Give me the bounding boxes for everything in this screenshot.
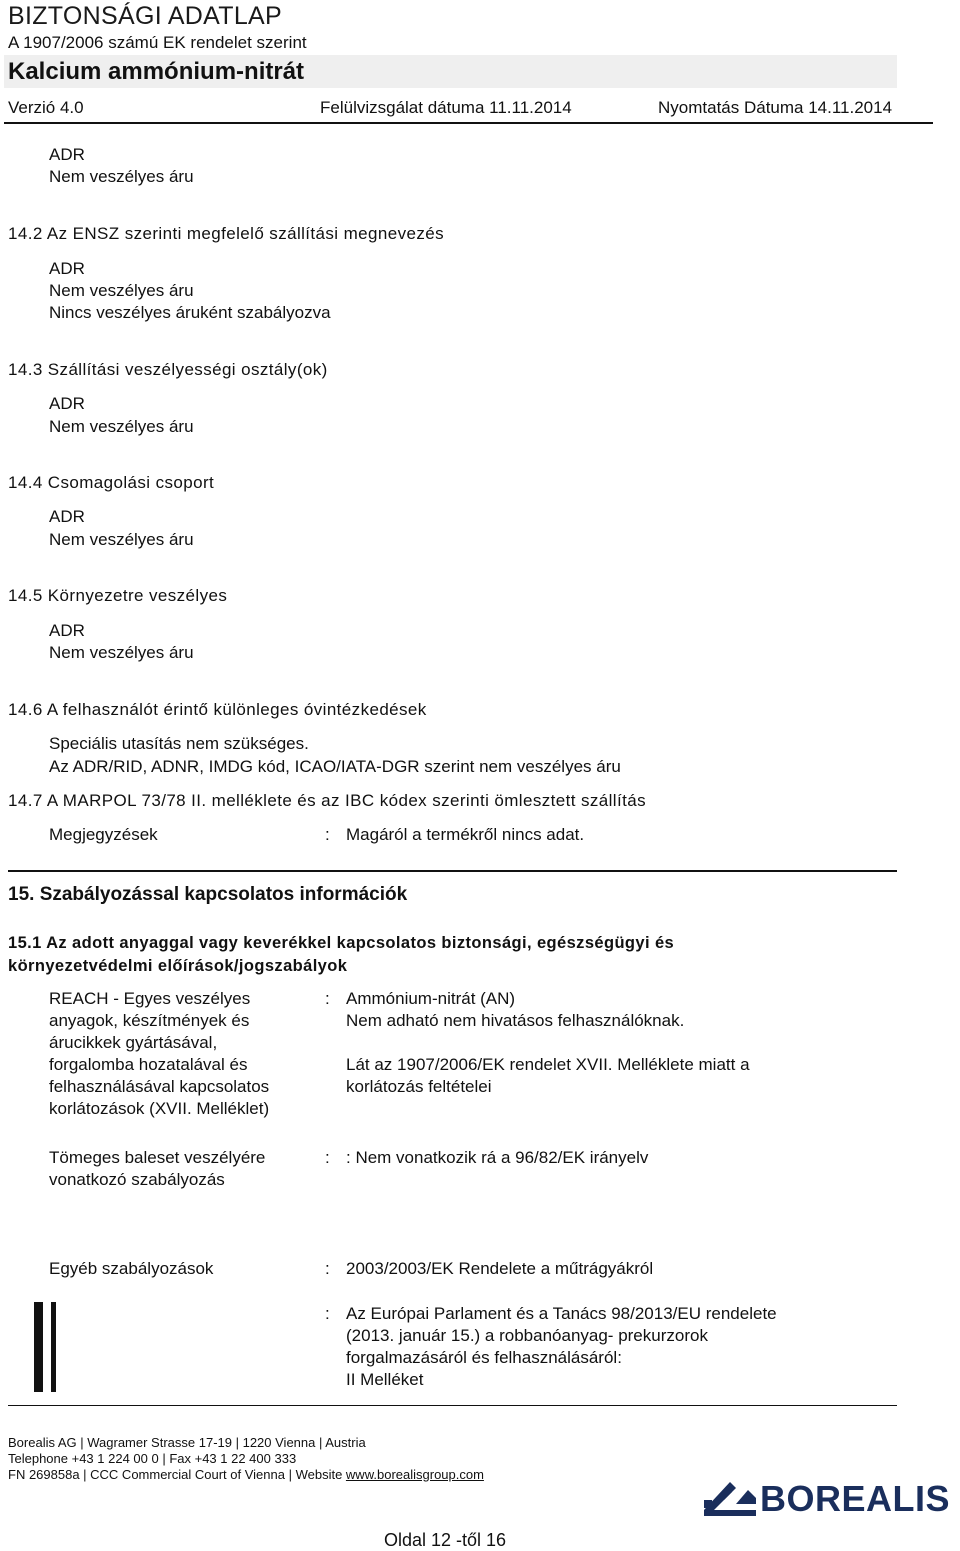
version-label: Verzió 4.0 (8, 98, 84, 117)
adr-label: ADR (49, 145, 85, 164)
footer-address: Borealis AG | Wagramer Strasse 17-19 | 1220 Vienna | Austria (8, 1435, 366, 1450)
adr-note: Nincs veszélyes áruként szabályozva (49, 303, 331, 322)
adr-value: Nem veszélyes áru (49, 530, 194, 549)
section-14-6-heading: 14.6 A felhasználót érintő különleges óvintézkedések (8, 700, 427, 719)
borealis-logo-icon (702, 1464, 758, 1526)
section-14-7-heading: 14.7 A MARPOL 73/78 II. melléklete és az IBC kódex szerinti ömlesztett szállítás (8, 791, 646, 810)
borealis-logo-text: BOREALIS (760, 1478, 951, 1519)
section-15-heading: 15. Szabályozással kapcsolatos információk (8, 884, 408, 905)
footer-registration: FN 269858a | CCC Commercial Court of Vienna | Website www.borealisgroup.com (8, 1467, 484, 1482)
transport-regulation-note: Az ADR/RID, ADNR, IMDG kód, ICAO/IATA-DGR szerint nem veszélyes áru (49, 757, 621, 776)
remarks-colon: : (325, 825, 330, 844)
adr-label: ADR (49, 394, 85, 413)
footer-phone: Telephone +43 1 224 00 0 | Fax +43 1 22 400 333 (8, 1451, 297, 1466)
reach-colon: : (325, 989, 330, 1008)
adr-label: ADR (49, 621, 85, 640)
document-title: BIZTONSÁGI ADATLAP (8, 2, 282, 30)
adr-label: ADR (49, 507, 85, 526)
adr-value: Nem veszélyes áru (49, 417, 194, 436)
website-link[interactable]: www.borealisgroup.com (345, 1467, 484, 1482)
page-number: Oldal 12 -től 16 (384, 1530, 507, 1550)
borealis-logo (702, 1464, 954, 1526)
section-14-3-heading: 14.3 Szállítási veszélyességi osztály(ok) (8, 360, 328, 379)
other-regulations-label: Egyéb szabályozások (49, 1259, 214, 1278)
seveso-value: : Nem vonatkozik rá a 96/82/EK irányelv (346, 1148, 649, 1167)
seveso-colon: : (325, 1148, 330, 1167)
footer-rule (8, 1405, 897, 1406)
section-14-2-heading: 14.2 Az ENSZ szerinti megfelelő szállítási megnevezés (8, 224, 444, 243)
other-regulations-2-colon: : (325, 1304, 330, 1323)
adr-label: ADR (49, 259, 85, 278)
adr-value: Nem veszélyes áru (49, 281, 194, 300)
special-instruction: Speciális utasítás nem szükséges. (49, 734, 309, 753)
revision-marker-bars (34, 1302, 64, 1392)
adr-value: Nem veszélyes áru (49, 167, 194, 186)
remarks-value: Magáról a termékről nincs adat. (346, 825, 585, 844)
other-regulations-colon: : (325, 1259, 330, 1278)
reach-value: Ammónium-nitrát (AN) Nem adható nem hivatásos felhasználóknak. Lát az 1907/2006/EK rendelet XVII. Melléklete miatt a korlátozás feltételei (346, 989, 750, 1096)
revision-date: Felülvizsgálat dátuma 11.11.2014 (320, 98, 572, 117)
product-name: Kalcium ammónium-nitrát (8, 58, 305, 85)
remarks-label: Megjegyzések (49, 825, 158, 844)
adr-value: Nem veszélyes áru (49, 643, 194, 662)
section-rule (8, 870, 897, 872)
regulation-subtitle: A 1907/2006 számú EK rendelet szerint (8, 33, 307, 52)
section-14-4-heading: 14.4 Csomagolási csoport (8, 473, 215, 492)
section-15-1-heading: 15.1 Az adott anyaggal vagy keverékkel kapcsolatos biztonsági, egészségügyi és (8, 934, 675, 952)
seveso-label: Tömeges baleset veszélyére vonatkozó szabályozás (49, 1148, 266, 1189)
other-regulations-2-value: Az Európai Parlament és a Tanács 98/2013/EU rendelete (2013. január 15.) a robbanóanyag- prekurzorok forgalmazásáról és felhasználásáról: II Melléket (346, 1304, 777, 1389)
print-date: Nyomtatás Dátuma 14.11.2014 (658, 98, 893, 117)
header-rule (4, 122, 933, 124)
section-15-1-heading-cont: környezetvédelmi előírások/jogszabályok (8, 957, 348, 975)
section-14-5-heading: 14.5 Környezetre veszélyes (8, 586, 228, 605)
other-regulations-value: 2003/2003/EK Rendelete a műtrágyákról (346, 1259, 654, 1278)
reach-label: REACH - Egyes veszélyes anyagok, készítmények és árucikkek gyártásával, forgalomba hozatalával és felhasználásával kapcsolatos korlátozások (XVII. Melléklet) (49, 989, 270, 1118)
